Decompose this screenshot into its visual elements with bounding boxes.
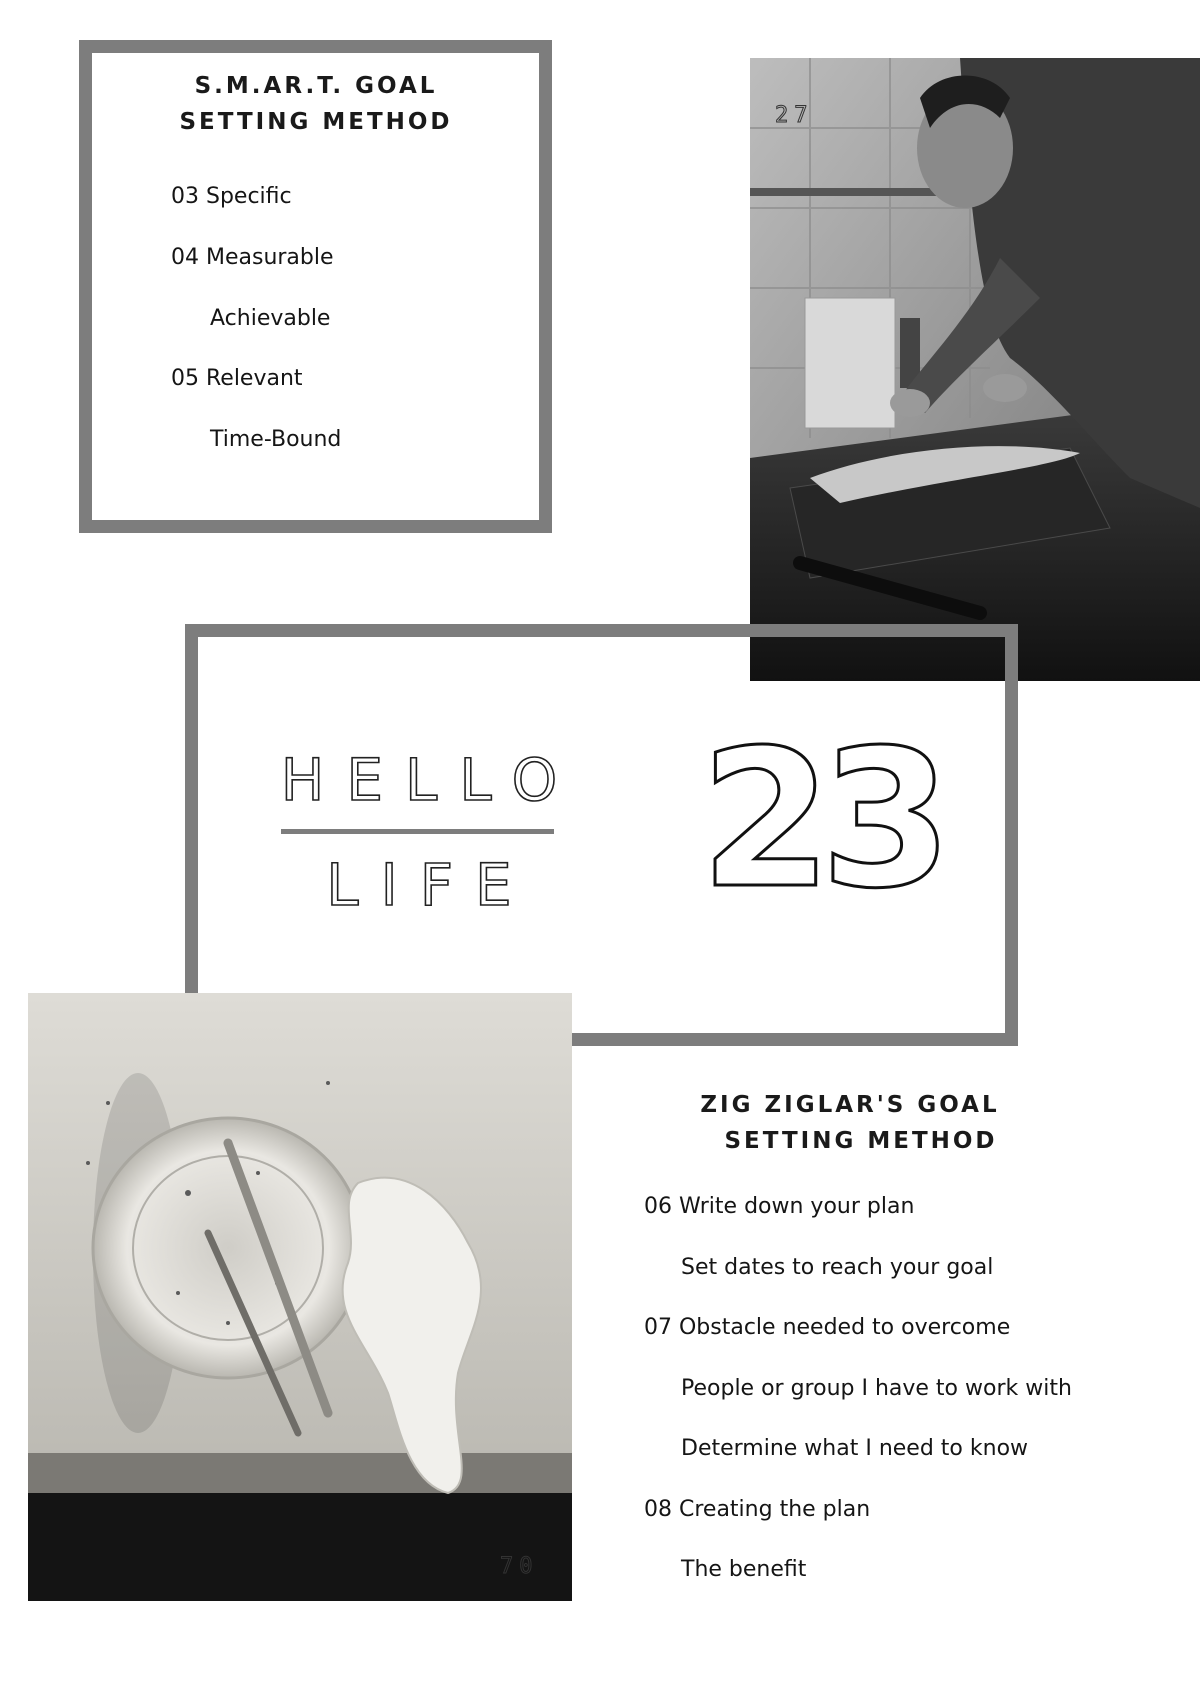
ziglar-item-determine: Determine what I need to know <box>681 1436 1029 1461</box>
ziglar-item-obstacle: 07 Obstacle needed to overcome <box>644 1315 1011 1340</box>
ziglar-title-line2: SETTING METHOD <box>724 1128 998 1154</box>
ziglar-title <box>680 1087 1020 1159</box>
ziglar-item-benefit: The benefit <box>681 1557 807 1582</box>
hello-word: HELLO <box>280 746 580 814</box>
hello-life-divider <box>281 829 554 834</box>
smart-item-specific: 03 Specific <box>171 184 292 209</box>
smart-item-achievable: Achievable <box>210 306 331 331</box>
ziglar-item-people: People or group I have to work with <box>681 1376 1072 1401</box>
chef-preparing-fish-photo <box>750 58 1200 681</box>
ziglar-item-write-plan: 06 Write down your plan <box>644 1194 915 1219</box>
life-word: LIFE <box>326 851 534 919</box>
smart-goal-title <box>150 68 482 140</box>
smart-goal-title-line2: SETTING METHOD <box>179 109 453 135</box>
smart-item-measurable: 04 Measurable <box>171 245 334 270</box>
smart-item-relevant: 05 Relevant <box>171 366 303 391</box>
ziglar-title-line1: ZIG ZIGLAR'S GOAL <box>700 1092 1000 1118</box>
chef-photo-page-number: 27 <box>775 103 814 128</box>
ziglar-item-set-dates: Set dates to reach your goal <box>681 1255 994 1280</box>
dinner-plate-photo <box>28 993 572 1601</box>
smart-item-time-bound: Time-Bound <box>210 427 342 452</box>
plate-photo-page-number: 70 <box>500 1554 539 1579</box>
number-23: 23 <box>700 709 941 930</box>
ziglar-item-creating-plan: 08 Creating the plan <box>644 1497 871 1522</box>
smart-goal-title-line1: S.M.AR.T. GOAL <box>194 73 438 99</box>
